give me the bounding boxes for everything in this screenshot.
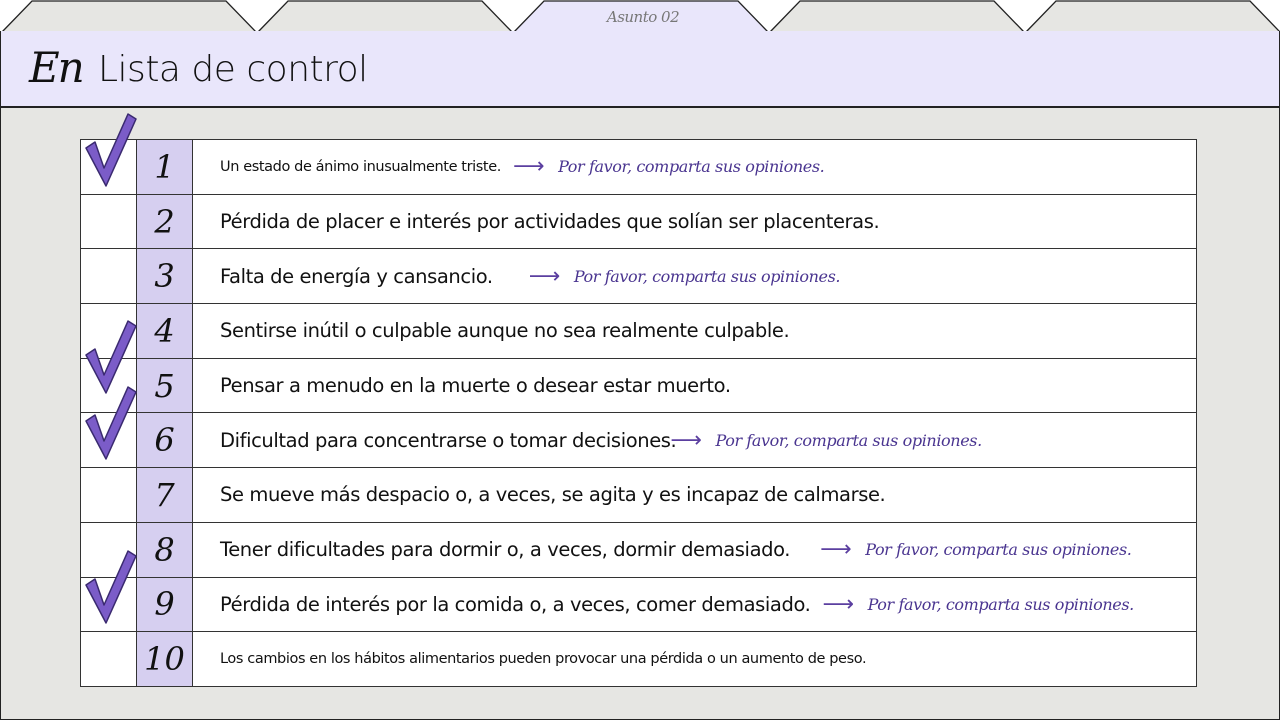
table-row xyxy=(81,577,1196,632)
arrow-right-icon: ⟶ xyxy=(822,591,854,617)
checkbox-cell[interactable] xyxy=(81,413,137,467)
item-text: Se mueve más despacio o, a veces, se agita y es incapaz de calmarse. xyxy=(220,483,886,507)
checkmark-icon xyxy=(84,549,136,625)
table-row xyxy=(81,248,1196,303)
share-opinion-prompt[interactable]: Por favor, comparta sus opiniones. xyxy=(715,430,982,450)
arrow-right-icon: ⟶ xyxy=(512,154,545,180)
tab-4[interactable] xyxy=(770,1,1024,32)
share-opinion-prompt[interactable]: Por favor, comparta sus opiniones. xyxy=(573,266,841,286)
tab-2[interactable] xyxy=(258,1,512,32)
item-text: Pensar a menudo en la muerte o desear estar muerto. xyxy=(220,374,731,398)
row-number: 5 xyxy=(137,359,193,413)
row-content xyxy=(193,578,1196,632)
table-row xyxy=(81,358,1196,413)
checkbox-cell[interactable] xyxy=(81,632,137,686)
logo: En xyxy=(29,43,83,92)
table-row xyxy=(81,467,1196,522)
checkbox-cell[interactable] xyxy=(81,249,137,303)
table-row xyxy=(81,194,1196,249)
row-content xyxy=(193,359,1196,413)
tab-5[interactable] xyxy=(1026,1,1280,32)
tab-1[interactable] xyxy=(2,1,256,32)
row-number: 2 xyxy=(137,195,193,249)
item-text: Un estado de ánimo inusualmente triste. xyxy=(220,158,501,175)
share-opinion-prompt[interactable]: Por favor, comparta sus opiniones. xyxy=(867,594,1134,614)
item-text: Dificultad para concentrarse o tomar decisiones. xyxy=(220,428,677,452)
arrow-right-icon: ⟶ xyxy=(528,263,560,289)
checkmark-icon xyxy=(84,319,136,395)
row-number: 9 xyxy=(137,578,193,632)
table-row xyxy=(81,140,1196,194)
row-content xyxy=(193,523,1196,577)
item-text: Falta de energía y cansancio. xyxy=(220,264,493,288)
checkbox-cell[interactable] xyxy=(81,578,137,632)
checkmark-icon xyxy=(84,112,136,188)
row-content xyxy=(193,249,1196,303)
row-number: 4 xyxy=(137,304,193,358)
row-content xyxy=(193,304,1196,358)
item-text: Sentirse inútil o culpable aunque no sea realmente culpable. xyxy=(220,319,790,343)
row-content xyxy=(193,140,1196,194)
row-content xyxy=(193,632,1196,686)
tab-label-active: Asunto 02 xyxy=(606,8,680,26)
share-opinion-prompt[interactable]: Por favor, comparta sus opiniones. xyxy=(558,157,825,177)
table-row xyxy=(81,303,1196,358)
row-number: 7 xyxy=(137,468,193,522)
row-number: 8 xyxy=(137,523,193,577)
row-number: 10 xyxy=(137,632,193,686)
row-number: 1 xyxy=(137,140,193,194)
arrow-right-icon: ⟶ xyxy=(670,427,702,453)
checkmark-icon xyxy=(84,385,136,461)
row-number: 6 xyxy=(137,413,193,467)
checkbox-cell[interactable] xyxy=(81,468,137,522)
row-number: 3 xyxy=(137,249,193,303)
item-text: Tener dificultades para dormir o, a veces, dormir demasiado. xyxy=(220,538,791,562)
item-text: Pérdida de interés por la comida o, a veces, comer demasiado. xyxy=(220,592,811,616)
table-row xyxy=(81,522,1196,577)
table-row xyxy=(81,412,1196,467)
checklist-table xyxy=(80,139,1197,687)
share-opinion-prompt[interactable]: Por favor, comparta sus opiniones. xyxy=(865,540,1132,560)
row-content xyxy=(193,195,1196,249)
row-content xyxy=(193,468,1196,522)
item-text: Los cambios en los hábitos alimentarios pueden provocar una pérdida o un aumento de peso. xyxy=(220,651,867,668)
header xyxy=(0,31,1280,107)
checkbox-cell[interactable] xyxy=(81,140,137,194)
page-title: Lista de control xyxy=(98,49,368,90)
arrow-right-icon: ⟶ xyxy=(820,537,852,563)
row-content xyxy=(193,413,1196,467)
item-text: Pérdida de placer e interés por actividades que solían ser placenteras. xyxy=(220,210,880,234)
checkbox-cell[interactable] xyxy=(81,195,137,249)
table-row xyxy=(81,631,1196,686)
